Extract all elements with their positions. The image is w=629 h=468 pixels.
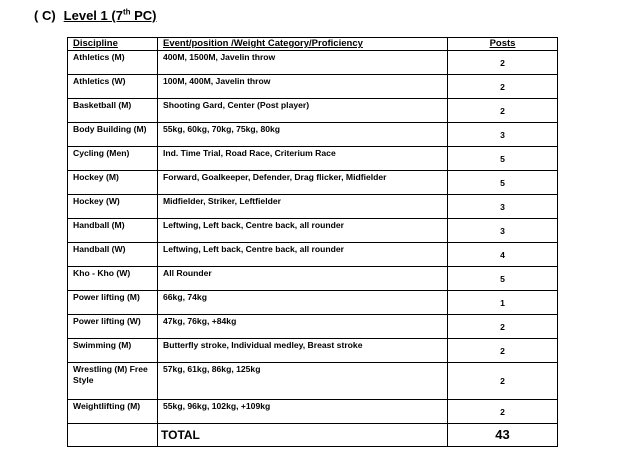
section-title-text: Level 1 (7 xyxy=(63,8,123,24)
cell-discipline: Swimming (M) xyxy=(68,339,158,363)
cell-event: Midfielder, Striker, Leftfielder xyxy=(158,195,448,219)
cell-posts: 4 xyxy=(448,243,558,267)
table-row xyxy=(68,75,558,99)
cell-posts: 5 xyxy=(448,171,558,195)
cell-event: Leftwing, Left back, Centre back, all rounder xyxy=(158,243,448,267)
table-row xyxy=(68,219,558,243)
table-row xyxy=(68,99,558,123)
table-row xyxy=(68,147,558,171)
table-row xyxy=(68,315,558,339)
table-row xyxy=(68,171,558,195)
total-row xyxy=(68,424,558,447)
header-discipline: Discipline xyxy=(68,38,158,51)
cell-event: 47kg, 76kg, +84kg xyxy=(158,315,448,339)
cell-event: Butterfly stroke, Individual medley, Breast stroke xyxy=(158,339,448,363)
cell-posts: 2 xyxy=(448,400,558,424)
cell-posts: 2 xyxy=(448,51,558,75)
cell-posts: 3 xyxy=(448,195,558,219)
cell-discipline: Weightlifting (M) xyxy=(68,400,158,424)
cell-discipline: Power lifting (W) xyxy=(68,315,158,339)
table-row xyxy=(68,243,558,267)
header-posts: Posts xyxy=(448,38,558,51)
table-row xyxy=(68,400,558,424)
cell-posts: 3 xyxy=(448,219,558,243)
table-row xyxy=(68,195,558,219)
cell-event: 400M, 1500M, Javelin throw xyxy=(158,51,448,75)
cell-discipline: Athletics (W) xyxy=(68,75,158,99)
table-row xyxy=(68,339,558,363)
cell-posts: 2 xyxy=(448,99,558,123)
cell-event: Forward, Goalkeeper, Defender, Drag flicker, Midfielder xyxy=(158,171,448,195)
cell-discipline: Hockey (M) xyxy=(68,171,158,195)
cell-event: Ind. Time Trial, Road Race, Criterium Race xyxy=(158,147,448,171)
cell-discipline: Basketball (M) xyxy=(68,99,158,123)
cell-event: 57kg, 61kg, 86kg, 125kg xyxy=(158,363,448,400)
cell-posts: 5 xyxy=(448,267,558,291)
cell-discipline: Wrestling (M) Free Style xyxy=(68,363,158,400)
header-event: Event/position /Weight Category/Proficiency xyxy=(158,38,448,51)
cell-event: Leftwing, Left back, Centre back, all rounder xyxy=(158,219,448,243)
cell-discipline: Kho - Kho (W) xyxy=(68,267,158,291)
table-header-row xyxy=(68,38,558,51)
table-row xyxy=(68,267,558,291)
section-heading xyxy=(34,8,157,23)
section-title xyxy=(64,8,157,23)
cell-discipline: Athletics (M) xyxy=(68,51,158,75)
section-letter: ( C) xyxy=(34,8,56,24)
cell-event: 55kg, 96kg, 102kg, +109kg xyxy=(158,400,448,424)
cell-posts: 3 xyxy=(448,123,558,147)
cell-posts: 2 xyxy=(448,315,558,339)
cell-discipline: Handball (M) xyxy=(68,219,158,243)
cell-posts: 1 xyxy=(448,291,558,315)
table-row xyxy=(68,123,558,147)
cell-event: All Rounder xyxy=(158,267,448,291)
total-label: TOTAL xyxy=(158,424,448,447)
cell-discipline: Hockey (W) xyxy=(68,195,158,219)
cell-posts: 2 xyxy=(448,363,558,400)
table-row xyxy=(68,291,558,315)
table-row xyxy=(68,363,558,400)
cell-discipline: Power lifting (M) xyxy=(68,291,158,315)
cell-discipline: Cycling (Men) xyxy=(68,147,158,171)
section-title-end: PC) xyxy=(130,8,157,24)
total-value: 43 xyxy=(448,424,558,447)
cell-event: 66kg, 74kg xyxy=(158,291,448,315)
cell-event: 100M, 400M, Javelin throw xyxy=(158,75,448,99)
total-empty-cell xyxy=(68,424,158,447)
cell-posts: 2 xyxy=(448,339,558,363)
cell-posts: 5 xyxy=(448,147,558,171)
table-row xyxy=(68,51,558,75)
posts-table xyxy=(67,37,558,447)
cell-event: 55kg, 60kg, 70kg, 75kg, 80kg xyxy=(158,123,448,147)
cell-event: Shooting Gard, Center (Post player) xyxy=(158,99,448,123)
cell-discipline: Handball (W) xyxy=(68,243,158,267)
cell-discipline: Body Building (M) xyxy=(68,123,158,147)
cell-posts: 2 xyxy=(448,75,558,99)
section-title-superscript: th xyxy=(122,8,131,17)
